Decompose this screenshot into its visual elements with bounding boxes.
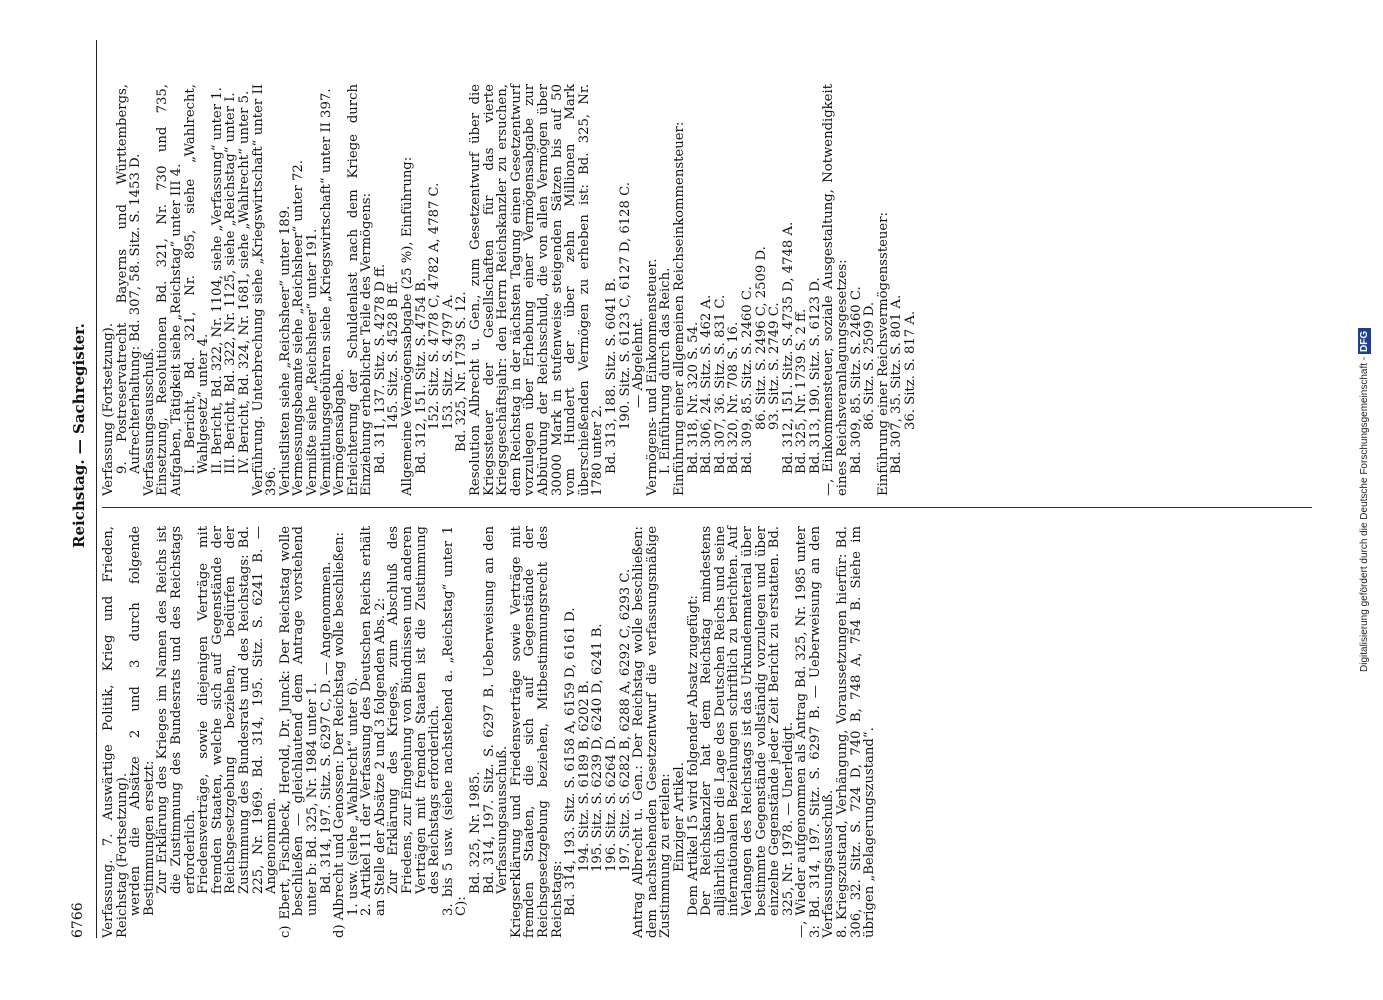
index-entry: Bd. 309, 85. Sitz. S. 2460 C. xyxy=(739,286,755,474)
index-entry: Bd. 318, Nr. 320 S. 54. xyxy=(685,321,701,474)
index-entry: 93. Sitz. S. 2749 C. xyxy=(767,302,783,430)
index-entry: Vermessungsbeamte siehe „Reichsheer“ unter 72. xyxy=(291,160,307,496)
index-entry: — Abgelehnt. xyxy=(631,317,647,408)
index-entry: 145. Sitz. S. 4528 B ff. xyxy=(386,280,402,430)
index-entry: III. Bericht, Bd. 322, Nr. 1125, siehe „Reichstag“ unter I. xyxy=(223,92,239,474)
index-entry: Dem Artikel 15 wird folgender Absatz zugefügt: xyxy=(685,595,701,916)
index-entry: Bd. 314, 197. Sitz. S. 6297 B. Ueberweisung an den Verfassungsausschuß. xyxy=(481,526,511,894)
index-entry: 153. Sitz. S. 4797 A. xyxy=(440,294,456,430)
index-entry: 152. Sitz. S. 4778 C, 4782 A, 4787 C. xyxy=(427,182,443,430)
running-title: Reichstag. — Sachregister. xyxy=(70,323,88,548)
index-entry: Bd. 314, 193. Sitz. S. 6158 A, 6159 D, 6161 D. xyxy=(563,607,579,916)
index-entry: 3. bis 5 usw. (siehe nachstehend a. „Reichstag“ unter 1 C): xyxy=(440,526,470,916)
index-entry: Friedensverträge, sowie diejenigen Verträge mit fremden Staaten, welche sich auf Gegenstände der Reichsgesetzgebung beziehen, bedürfen der Zustimmung des Bundesrats und des Reichstags: Bd. 225, Nr. 1969. Bd. 314, 195. Sitz. S. 6241 B. — Angenommen. xyxy=(196,526,280,894)
index-entry: Kriegserklärung und Friedensverträge sowie Verträge mit fremden Staaten, die sich auf Gegenstände der Reichsgesetzgebung beziehen, Mitbestimmungsrecht des Reichstags: xyxy=(508,526,565,938)
index-entry: Bd. 320, Nr. 708 S. 16. xyxy=(726,321,742,474)
index-entry: Vermißte siehe „Reichsheer“ unter 191. xyxy=(304,228,320,496)
page-header xyxy=(70,40,96,938)
index-entry: 9. Postreservatrecht Bayerns und Württembergs, Aufrechterhaltung: Bd. 307, 58. Sitz. S. 1453 D. xyxy=(114,84,144,474)
index-entry: Bd. 306, 24. Sitz. S. 462 A. xyxy=(699,294,715,474)
index-entry: Verführung. Unterbrechung siehe „Kriegswirtschaft“ unter II 396. xyxy=(250,84,280,496)
index-entry: 197. Sitz. S. 6282 B, 6288 A, 6292 C, 6293 C. xyxy=(617,568,633,872)
index-entry: Verlustlisten siehe „Reichsheer“ unter 189. xyxy=(277,205,293,496)
index-entry: Bd. 325, Nr. 1985. xyxy=(468,771,484,894)
index-entry: Zur Erklärung des Krieges, zum Abschluß des Friedens, zur Eingehung von Bündnissen und anderen Verträgen mit fremden Staaten ist die Zustimmung des Reichstags erforderlich. xyxy=(386,526,443,894)
index-entry: Erleichterung der Schuldenlast nach dem Kriege durch Einziehung erheblicher Teile des Vermögens: xyxy=(345,84,375,496)
index-entry: Vermögens- und Einkommensteuer. xyxy=(644,258,660,496)
index-entry: Antrag Albrecht u. Gen.: Der Reichstag wolle beschließen: dem nachstehenden Gesetzentwurf die verfassungsmäßige Zustimmung zu erteilen: xyxy=(631,526,674,938)
index-entry: Bd. 325, Nr. 1739 S. 12. xyxy=(454,291,470,452)
index-entry: Verfassung. 7. Auswärtige Politik, Krieg und Frieden, Reichstag (Fortsetzung). xyxy=(101,526,130,938)
index-entry: Allgemeine Vermögensabgabe (25 %), Einführung: xyxy=(400,156,416,496)
index-entry: 1. usw. (siehe „Wahlrecht“ unter 6). xyxy=(345,677,361,916)
index-entry: I. Bericht, Bd. 321, Nr. 895, siehe „Wahlrecht, Wahlgesetz“ unter 4. xyxy=(182,84,212,474)
index-entry: Einziger Artikel. xyxy=(671,762,687,872)
index-entry: Bd. 307, 36. Sitz. S. 831 C. xyxy=(712,294,728,474)
index-entry: Vermögensabgabe. xyxy=(332,368,348,496)
index-entry: —, Wieder aufgenommen als Antrag Bd. 325, Nr. 1985 unter 3: Bd. 314, 197. Sitz. S. 6297 B. — Ueberweisung an den Verfassungsausschuß. xyxy=(794,526,837,938)
header-rule xyxy=(96,40,97,938)
index-entry: 2. Artikel 11 der Verfassung des Deutschen Reichs erhält an Stelle der Absätze 2 und 3 folgenden Abs. 2: xyxy=(359,526,388,916)
index-entry: Bd. 311, 137. Sitz. S. 4278 D ff. xyxy=(372,263,388,474)
index-entry: II. Bericht, Bd. 322, Nr. 1104, siehe „Verfassung“ unter 1. xyxy=(209,87,225,474)
credit-text: Digitalisierung gefördert durch die Deutsche Forschungsgemeinschaft - xyxy=(1359,356,1370,672)
index-entry: Bd. 312, 151. Sitz. S. 4754 B. xyxy=(413,277,429,474)
index-entry: Bd. 312, 151. Sitz. S. 4735 D, 4748 A. xyxy=(780,221,796,474)
index-entry: IV. Bericht, Bd. 324, Nr. 1681, siehe „Wahlrecht“ unter 5. xyxy=(236,90,252,474)
index-entry: Vermittlungsgebühren siehe „Kriegswirtschaft“ unter II 397. xyxy=(318,88,334,496)
page-number: 6766 xyxy=(70,902,86,938)
index-entry: —, Einkommensteuer, soziale Ausgestaltung, Notwendigkeit eines Reichsveranlagungsgesetzes: xyxy=(821,84,851,496)
right-column xyxy=(102,84,918,496)
index-entry: Bd. 313, 190. Sitz. S. 6123 D. xyxy=(807,277,823,474)
index-entry: werden die Absätze 2 und 3 durch folgende Bestimmungen ersetzt: xyxy=(128,526,157,916)
left-column xyxy=(102,526,877,938)
index-entry: 190. Sitz. S. 6123 C, 6127 D, 6128 C. xyxy=(617,182,633,430)
index-entry: Einsetzung, Resolutionen Bd. 321, Nr. 730 und 735, Aufgaben, Tätigkeit siehe „Reichstag“ unter III 4. xyxy=(155,84,184,496)
index-entry: c) Ebert, Fischbeck, Herold, Dr. Junck: Der Reichstag wolle beschließen — gleichlautend dem Antrage vorstehend unter b: Bd. 325, Nr. 1984 unter 1. xyxy=(277,526,320,938)
index-entry: 86. Sitz. S. 2496 C, 2509 D. xyxy=(753,246,769,430)
index-entry: d) Albrecht und Genossen: Der Reichstag wolle beschließen: xyxy=(332,532,348,938)
index-entry: Verfassungsausschuß. xyxy=(141,347,157,496)
index-entry: I. Einführung durch das Reich. xyxy=(658,267,674,474)
index-entry: Bd. 309, 85. Sitz. S. 2460 C. xyxy=(848,286,864,474)
index-entry: Verfassung (Fortsetzung). xyxy=(101,322,116,496)
index-entry: Der Reichskanzler hat dem Reichstag mindestens alljährlich über die Lage des Deutschen Reichs und seine internationalen Beziehungen schriftlich zu berichten. Auf Verlangen des Reichstags ist das Urkundenmaterial über bestimmte Gegenstände vollständig vorzulegen und über einzelne Gegenstände jeder Zeit Bericht zu erstatten. Bd. 325, Nr. 1978. — Unerledigt. xyxy=(699,526,796,916)
index-entry: 196. Sitz. S. 6264 D. xyxy=(603,735,619,872)
index-entry: Einführung einer Reichsvermögenssteuer: xyxy=(875,212,891,496)
index-entry: Zur Erklärung des Krieges im Namen des Reichs ist die Zustimmung des Bundesrats und des Reichstags erforderlich. xyxy=(155,526,198,894)
column-divider xyxy=(102,507,1312,508)
index-entry: Resolution Albrecht u. Gen., zum Gesetzentwurf über die Kriegssteuer der Gesellschaften für das vierte Kriegsgeschäftsjahr: den Herrn Reichskanzler zu ersuchen, dem Reichstag in der nächsten Tagung einen Gesetzentwurf vorzulegen über Erhebung einer Vermögensabgabe zur Abbürdung der Reichsschuld, die von allen Vermögen über 30000 Mark in stufenweise steigenden Sätzen bis auf 50 vom Hundert der über zehn Millionen Mark überschießenden Vermögen zu erheben ist: Bd. 325, Nr. 1780 unter 2. xyxy=(468,84,606,496)
index-entry: Bd. 314, 197. Sitz. S. 6297 C, D. — Angenommen. xyxy=(318,561,334,894)
digitization-credit xyxy=(1359,10,1373,990)
index-entry: 194. Sitz. S. 6189 B, 6202 B. xyxy=(576,680,592,872)
index-entry: 86. Sitz. S. 2509 D. xyxy=(862,301,878,430)
index-entry: Bd. 325, Nr. 1739 S. 2 ff. xyxy=(794,308,810,474)
dfg-logo: DFG xyxy=(1359,330,1370,352)
index-entry: 8. Kriegszustand, Verhängung, Voraussetzungen hierfür: Bd. 306, 32. Sitz. S. 724 D, 740 B, 748 A, 754 B. Siehe im übrigen „Belagerungszustand“. xyxy=(835,526,878,938)
index-entry: Bd. 313, 188. Sitz. S. 6041 B. xyxy=(603,277,619,474)
index-entry: Einführung einer allgemeinen Reichseinkommensteuer: xyxy=(671,121,687,496)
index-entry: 195. Sitz. S. 6239 D, 6240 D, 6241 B. xyxy=(590,623,606,872)
index-entry: 36. Sitz. S. 817 A. xyxy=(903,310,919,430)
index-entry: Bd. 307, 35. Sitz. S. 801 A. xyxy=(889,294,905,474)
